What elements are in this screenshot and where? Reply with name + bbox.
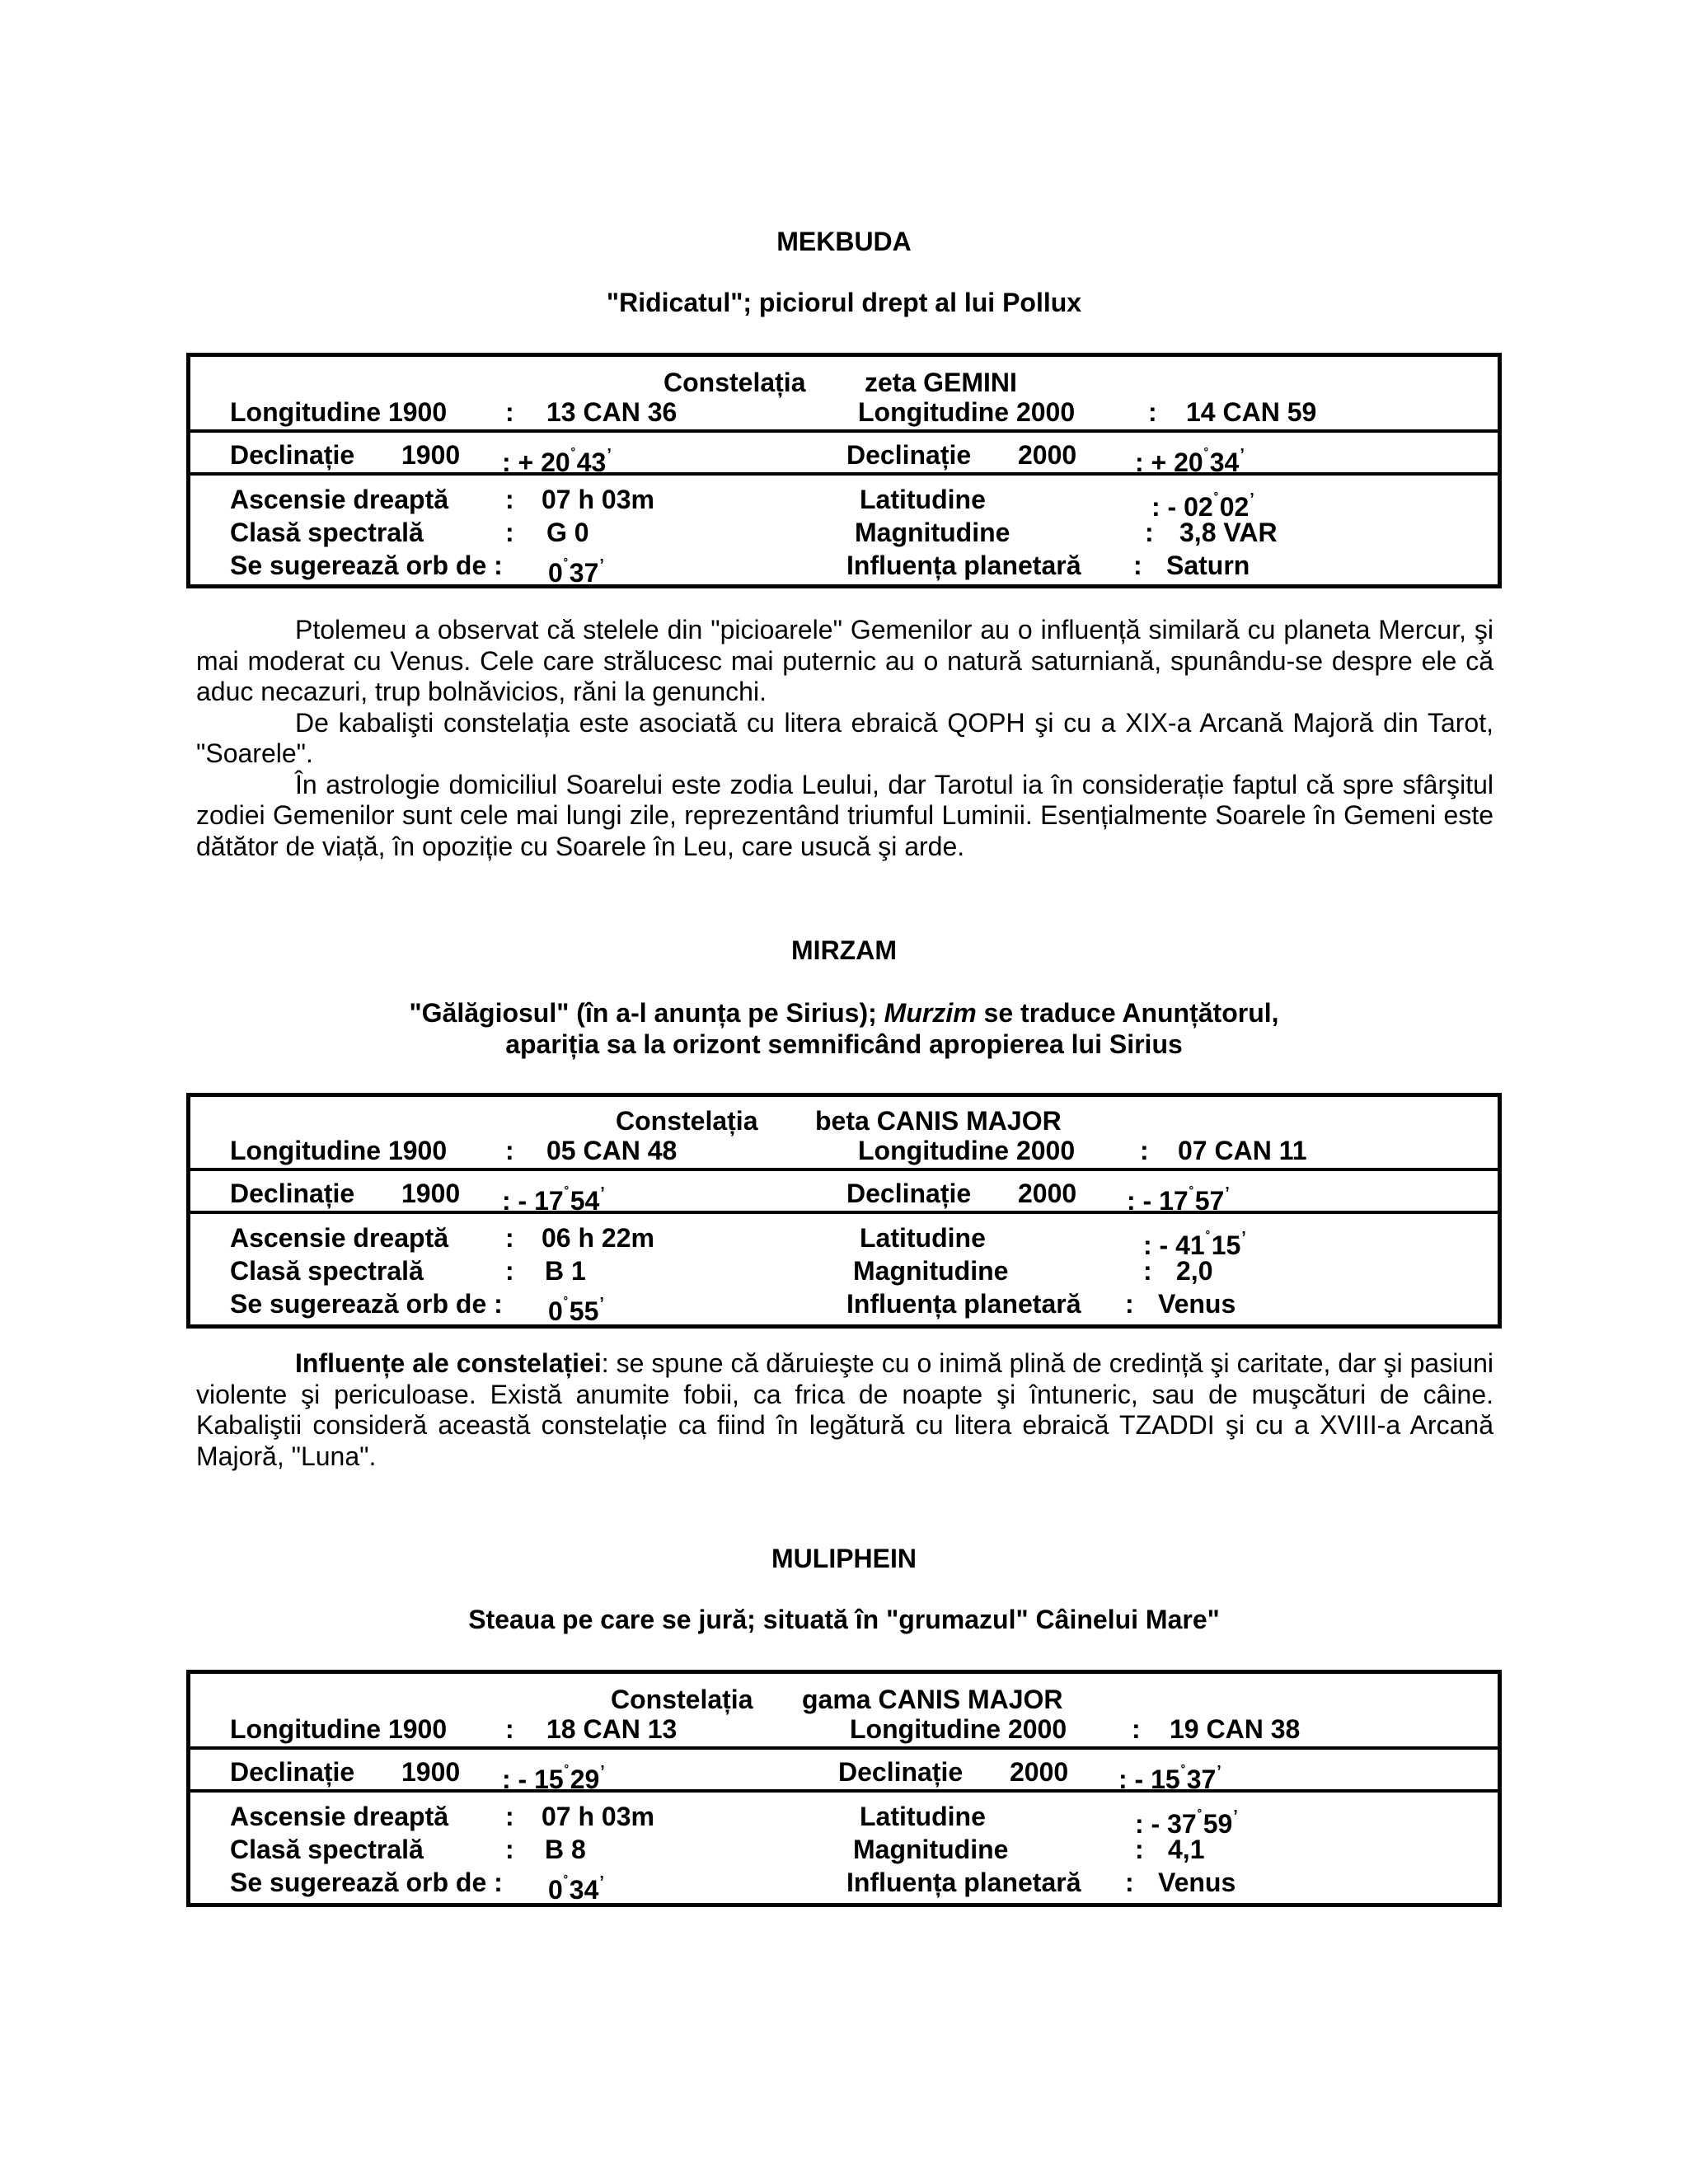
spectral-class-value: B 1 xyxy=(545,1256,586,1286)
longitude-1900-value: 18 CAN 13 xyxy=(546,1714,678,1744)
magnitude-label: Magnitudine xyxy=(853,1256,1009,1286)
declination-1900-year: 1900 xyxy=(401,1179,461,1208)
table-divider xyxy=(190,1746,1498,1750)
colon: : xyxy=(505,485,514,514)
star-title: MULIPHEIN xyxy=(771,1544,917,1573)
longitude-2000-label: Longitudine 2000 xyxy=(858,397,1076,427)
colon: : xyxy=(1148,397,1157,427)
subtitle-line: Steaua pe care se jură; situată în "grumazul" Câinelui Mare" xyxy=(468,1605,1220,1634)
magnitude-label: Magnitudine xyxy=(853,1835,1009,1864)
declination-2000-year: 2000 xyxy=(1018,1179,1077,1208)
latitude-value: : - 37˚59’ xyxy=(1135,1807,1238,1839)
colon: : xyxy=(505,1136,514,1165)
colon: : xyxy=(505,397,514,427)
table-divider xyxy=(190,1211,1498,1214)
declination-2000-value: : + 20˚34’ xyxy=(1135,446,1245,477)
declination-1900-value: : - 17˚54’ xyxy=(502,1184,605,1216)
planetary-influence-label: Influența planetară xyxy=(846,1868,1081,1897)
constellation-value: beta CANIS MAJOR xyxy=(815,1106,1062,1136)
orb-value: 0˚37’ xyxy=(548,556,604,588)
magnitude-value: 4,1 xyxy=(1168,1835,1205,1864)
colon: : xyxy=(505,1223,514,1253)
right-ascension-label: Ascensie dreaptă xyxy=(230,485,449,514)
longitude-1900-label: Longitudine 1900 xyxy=(230,1714,448,1744)
colon: : xyxy=(505,1256,514,1286)
declination-2000-value: : - 17˚57’ xyxy=(1127,1184,1230,1216)
constellation-label: Constelația xyxy=(616,1106,758,1136)
planetary-influence-value: Saturn xyxy=(1166,551,1250,580)
longitude-1900-label: Longitudine 1900 xyxy=(230,397,448,427)
planetary-influence-value: Venus xyxy=(1158,1289,1236,1319)
star-data-table xyxy=(186,1670,1502,1907)
star-description xyxy=(196,1348,1493,1472)
colon: : xyxy=(1125,1868,1134,1897)
spectral-class-value: B 8 xyxy=(545,1835,586,1864)
colon: : xyxy=(1140,1136,1149,1165)
declination-1900-label: Declinație xyxy=(230,1757,355,1787)
declination-2000-year: 2000 xyxy=(1018,440,1077,470)
subtitle-line: "Gălăgiosul" (în a-l anunța pe Sirius); Murzim se traduce Anunțătorul, xyxy=(409,998,1279,1028)
declination-1900-label: Declinație xyxy=(230,1179,355,1208)
star-subtitle xyxy=(0,997,1688,1060)
spectral-class-label: Clasă spectrală xyxy=(230,518,424,547)
table-divider xyxy=(190,1789,1498,1793)
right-ascension-value: 07 h 03m xyxy=(542,1802,654,1831)
colon: : xyxy=(505,1835,514,1864)
declination-2000-label: Declinație xyxy=(846,1179,972,1208)
declination-1900-value: : - 15˚29’ xyxy=(502,1763,605,1794)
longitude-2000-label: Longitudine 2000 xyxy=(850,1714,1067,1744)
declination-1900-year: 1900 xyxy=(401,440,461,470)
star-data-table xyxy=(186,353,1502,588)
declination-1900-year: 1900 xyxy=(401,1757,461,1787)
star-data-table xyxy=(186,1093,1502,1329)
declination-2000-value: : - 15˚37’ xyxy=(1118,1763,1221,1794)
longitude-2000-label: Longitudine 2000 xyxy=(858,1136,1076,1165)
declination-2000-label: Declinație xyxy=(838,1757,964,1787)
planetary-influence-value: Venus xyxy=(1158,1868,1236,1897)
latitude-label: Latitudine xyxy=(860,485,986,514)
latitude-value: : - 02˚02’ xyxy=(1151,490,1254,522)
constellation-value: gama CANIS MAJOR xyxy=(802,1685,1063,1714)
colon: : xyxy=(1133,551,1142,580)
declination-2000-label: Declinație xyxy=(846,440,972,470)
paragraph: Ptolemeu a observat că stelele din "picioarele" Gemenilor au o influență similară cu planeta Mercur, şi mai moderat cu Venus. Cele care strălucesc mai puternic au o natură saturniană, spunându-se despre ele că aduc necazuri, trup bolnăvicios, răni la genunchi. xyxy=(196,615,1493,706)
orb-label: Se sugerează orb de : xyxy=(230,1289,503,1319)
subtitle-line: "Ridicatul"; piciorul drept al lui Pollux xyxy=(606,288,1082,317)
colon: : xyxy=(505,518,514,547)
paragraph: De kabalişti constelația este asociată cu litera ebraică QOPH şi cu a XIX-a Arcană Majoră din Tarot, "Soarele". xyxy=(196,707,1493,768)
constellation-label: Constelația xyxy=(663,368,806,397)
latitude-label: Latitudine xyxy=(860,1223,986,1253)
latitude-label: Latitudine xyxy=(860,1802,986,1831)
colon: : xyxy=(505,1802,514,1831)
longitude-2000-value: 19 CAN 38 xyxy=(1170,1714,1301,1744)
declination-1900-label: Declinație xyxy=(230,440,355,470)
colon: : xyxy=(1125,1289,1134,1319)
star-subtitle xyxy=(0,287,1688,318)
star-description xyxy=(196,615,1493,862)
spectral-class-label: Clasă spectrală xyxy=(230,1835,424,1864)
subtitle-line: apariția sa la orizont semnificând apropierea lui Sirius xyxy=(505,1029,1183,1059)
right-ascension-label: Ascensie dreaptă xyxy=(230,1802,449,1831)
constellation-label: Constelația xyxy=(611,1685,753,1714)
longitude-2000-value: 14 CAN 59 xyxy=(1186,397,1317,427)
star-subtitle xyxy=(0,1604,1688,1635)
right-ascension-value: 06 h 22m xyxy=(542,1223,654,1253)
paragraph: În astrologie domiciliul Soarelui este zodia Leului, dar Tarotul ia în considerație faptul că spre sfârşitul zodiei Gemenilor sunt cele mai lungi zile, reprezentând triumful Luminii. Esențialmente Soarele în Gemeni este dătător de viață, în opoziție cu Soarele în Leu, care usucă şi arde. xyxy=(196,769,1493,861)
right-ascension-label: Ascensie dreaptă xyxy=(230,1223,449,1253)
colon: : xyxy=(1145,518,1154,547)
table-divider xyxy=(190,429,1498,433)
constellation-value: zeta GEMINI xyxy=(865,368,1017,397)
latitude-value: : - 41˚15’ xyxy=(1143,1229,1246,1260)
longitude-1900-value: 05 CAN 48 xyxy=(546,1136,678,1165)
colon: : xyxy=(505,1714,514,1744)
spectral-class-label: Clasă spectrală xyxy=(230,1256,424,1286)
colon: : xyxy=(1132,1714,1141,1744)
paragraph-lead: Influențe ale constelației xyxy=(295,1348,602,1378)
orb-value: 0˚55’ xyxy=(548,1295,604,1326)
orb-label: Se sugerează orb de : xyxy=(230,551,503,580)
star-title: MIRZAM xyxy=(791,935,897,965)
longitude-1900-label: Longitudine 1900 xyxy=(230,1136,448,1165)
right-ascension-value: 07 h 03m xyxy=(542,485,654,514)
spectral-class-value: G 0 xyxy=(546,518,589,547)
colon: : xyxy=(1135,1835,1144,1864)
table-divider xyxy=(190,472,1498,476)
table-divider xyxy=(190,1168,1498,1171)
longitude-2000-value: 07 CAN 11 xyxy=(1178,1136,1307,1165)
orb-value: 0˚34’ xyxy=(548,1873,604,1905)
planetary-influence-label: Influența planetară xyxy=(846,551,1081,580)
planetary-influence-label: Influența planetară xyxy=(846,1289,1081,1319)
magnitude-value: 2,0 xyxy=(1176,1256,1213,1286)
colon: : xyxy=(1143,1256,1152,1286)
declination-1900-value: : + 20˚43’ xyxy=(502,446,612,477)
magnitude-value: 3,8 VAR xyxy=(1179,518,1278,547)
longitude-1900-value: 13 CAN 36 xyxy=(546,397,678,427)
declination-2000-year: 2000 xyxy=(1010,1757,1069,1787)
orb-label: Se sugerează orb de : xyxy=(230,1868,503,1897)
star-title: MEKBUDA xyxy=(776,227,912,256)
magnitude-label: Magnitudine xyxy=(855,518,1010,547)
paragraph: Influențe ale constelației: se spune că dăruieşte cu o inimă plină de credință şi caritate, dar şi pasiuni violente şi periculoase. Există anumite fobii, ca frica de noapte şi întuneric, sau de muşcături de câine. Kabaliştii consideră această constelație ca fiind în legătură cu litera ebraică TZADDI şi cu a XVIII-a Arcană Majoră, "Luna". xyxy=(196,1348,1494,1471)
